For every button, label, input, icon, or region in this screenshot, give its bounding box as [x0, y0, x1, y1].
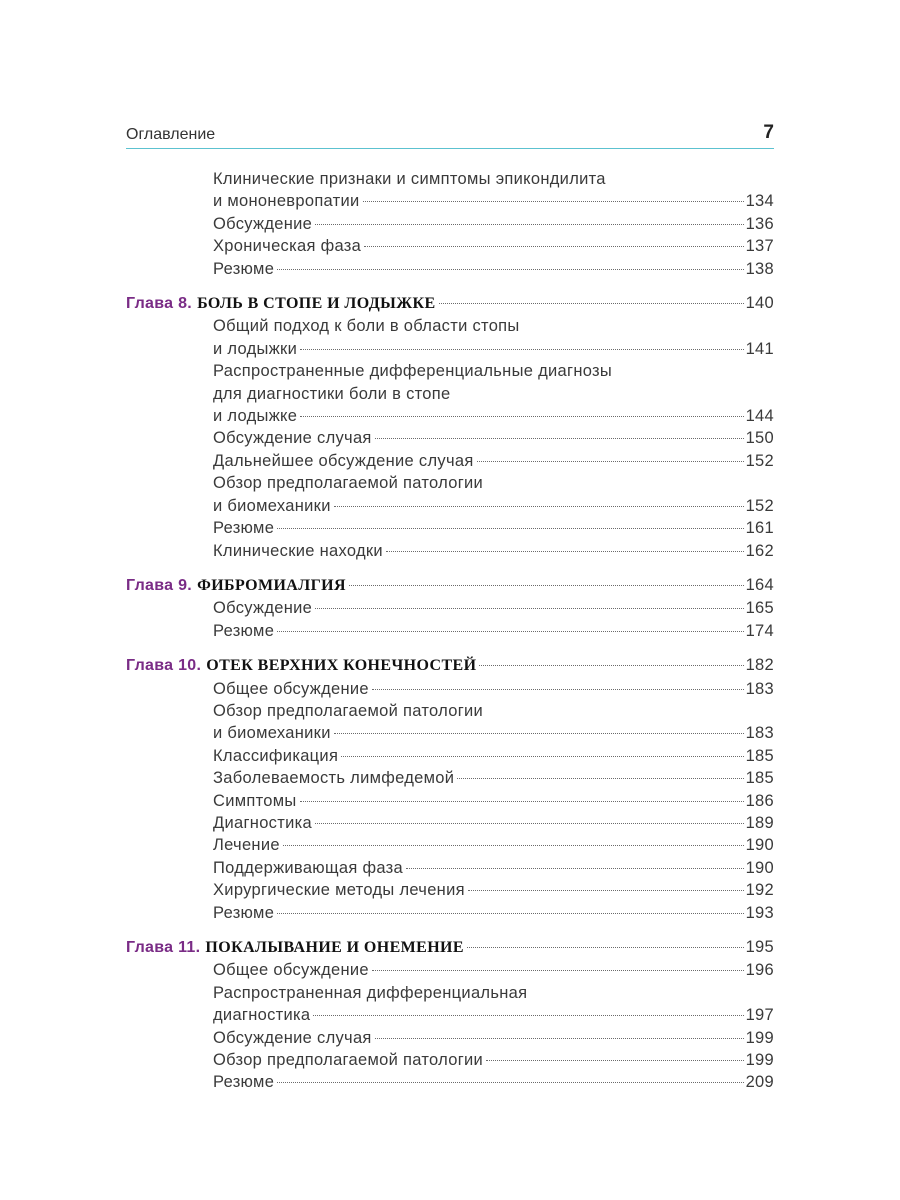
- toc-entry[interactable]: [126, 427, 774, 449]
- page-number: 7: [763, 122, 774, 143]
- entry-leader-row: [126, 879, 774, 901]
- chapter-label: Глава 11.: [126, 939, 201, 956]
- entry-text-line: Общее обсуждение: [213, 679, 369, 698]
- dot-leader: [300, 349, 743, 350]
- dot-leader: [277, 528, 743, 529]
- dot-leader: [349, 585, 744, 586]
- entry-leader-row: [126, 678, 774, 700]
- toc-entry[interactable]: [126, 450, 774, 472]
- toc-entry[interactable]: [126, 315, 774, 360]
- dot-leader: [375, 1038, 744, 1039]
- entry-text-line: Хроническая фаза: [213, 237, 362, 256]
- entry-text-line: и лодыжке: [213, 407, 298, 426]
- chapter-title: ФИБРОМИАЛГИЯ: [197, 576, 346, 594]
- dot-leader: [375, 438, 744, 439]
- chapter-label: Глава 10.: [126, 657, 202, 675]
- toc-entry[interactable]: [126, 1049, 774, 1071]
- entry-leader-row: [126, 213, 774, 235]
- entry-leader-row: [126, 495, 774, 517]
- running-title: Оглавление: [126, 126, 216, 143]
- dot-leader: [457, 778, 743, 779]
- entry-page-number: 134: [745, 192, 774, 211]
- chapter-heading[interactable]: [126, 574, 774, 597]
- toc-entry[interactable]: [126, 678, 774, 700]
- entry-text-line: Обсуждение: [213, 599, 313, 618]
- entry-leader-row: [126, 834, 774, 856]
- entry-text-line: Резюме: [213, 519, 275, 538]
- entry-page-number: 136: [745, 214, 774, 233]
- entry-page-number: 161: [745, 519, 774, 538]
- entry-leader-row: [126, 190, 774, 212]
- toc-entry[interactable]: [126, 700, 774, 745]
- toc-entry[interactable]: [126, 959, 774, 981]
- toc-entry[interactable]: [126, 1027, 774, 1049]
- toc-entry[interactable]: [126, 540, 774, 562]
- entry-leader-row: [126, 902, 774, 924]
- dot-leader: [334, 733, 744, 734]
- entry-leader-row: [126, 338, 774, 360]
- entry-page-number: 152: [745, 496, 774, 515]
- dot-leader: [341, 756, 743, 757]
- toc-entry[interactable]: [126, 258, 774, 280]
- toc-entry[interactable]: [126, 620, 774, 642]
- entry-text-line: диагностика: [213, 1006, 311, 1025]
- entry-text-line: Общий подход к боли в области стопы: [213, 317, 520, 336]
- entry-text-line: Резюме: [213, 259, 275, 278]
- dot-leader: [300, 416, 743, 417]
- toc-entry[interactable]: [126, 597, 774, 619]
- chapter-heading-text: [126, 574, 346, 597]
- toc-entry[interactable]: [126, 235, 774, 257]
- entry-leader-row: [126, 790, 774, 812]
- chapter-heading-text: [126, 936, 464, 959]
- dot-leader: [363, 201, 744, 202]
- entry-page-number: 152: [745, 451, 774, 470]
- toc-entry[interactable]: [126, 834, 774, 856]
- toc-entry[interactable]: [126, 472, 774, 517]
- chapter-page-number: 140: [745, 294, 774, 313]
- table-of-contents: [126, 168, 774, 1106]
- entry-leader-row: [126, 959, 774, 981]
- toc-entry[interactable]: [126, 168, 774, 213]
- chapter-title: ОТЕК ВЕРХНИХ КОНЕЧНОСТЕЙ: [206, 657, 477, 675]
- entry-leader-row: [126, 517, 774, 539]
- toc-group: [126, 936, 774, 1094]
- entry-text-line: Резюме: [213, 621, 275, 640]
- toc-group: [126, 168, 774, 280]
- dot-leader: [300, 801, 744, 802]
- entry-text-line: Распространенные дифференциальные диагнозы: [213, 362, 613, 381]
- entry-leader-row: [126, 1027, 774, 1049]
- entry-leader-row: [126, 235, 774, 257]
- toc-entry[interactable]: [126, 745, 774, 767]
- entry-leader-row: [126, 450, 774, 472]
- entry-page-number: 185: [745, 746, 774, 765]
- entry-leader-row: [126, 1071, 774, 1093]
- chapter-heading[interactable]: [126, 292, 774, 315]
- chapter-page-number: 164: [745, 575, 774, 594]
- chapter-heading[interactable]: [126, 654, 774, 677]
- entry-page-number: 183: [745, 679, 774, 698]
- entry-page-number: 189: [745, 813, 774, 832]
- chapter-label: Глава 8.: [126, 295, 193, 313]
- toc-entry[interactable]: [126, 902, 774, 924]
- dot-leader: [386, 551, 744, 552]
- chapter-heading-text: [126, 654, 476, 677]
- entry-text-line: Обсуждение случая: [213, 429, 372, 448]
- dot-leader: [277, 269, 743, 270]
- dot-leader: [277, 631, 743, 632]
- chapter-title: ПОКАЛЫВАНИЕ И ОНЕМЕНИЕ: [205, 939, 464, 956]
- entry-text-line: Симптомы: [213, 791, 297, 810]
- entry-page-number: 141: [745, 339, 774, 358]
- dot-leader: [277, 1082, 743, 1083]
- toc-group: [126, 292, 774, 562]
- entry-text-line: Хирургические методы лечения: [213, 881, 465, 900]
- entry-page-number: 137: [745, 237, 774, 256]
- entry-text-line: Обзор предполагаемой патологии: [213, 701, 484, 720]
- entry-page-number: 192: [745, 881, 774, 900]
- toc-entry[interactable]: [126, 879, 774, 901]
- entry-text-line: Дальнейшее обсуждение случая: [213, 451, 474, 470]
- entry-text-line: Заболеваемость лимфедемой: [213, 769, 455, 788]
- dot-leader: [283, 845, 744, 846]
- entry-leader-row: [126, 767, 774, 789]
- entry-page-number: 138: [745, 259, 774, 278]
- dot-leader: [315, 608, 743, 609]
- dot-leader: [334, 506, 744, 507]
- toc-entry[interactable]: [126, 517, 774, 539]
- entry-page-number: 144: [745, 407, 774, 426]
- chapter-page-number: 182: [745, 656, 774, 675]
- entry-leader-row: [126, 812, 774, 834]
- chapter-title: БОЛЬ В СТОПЕ И ЛОДЫЖКЕ: [197, 295, 436, 313]
- dot-leader: [315, 823, 744, 824]
- entry-text-line: и биомеханики: [213, 724, 331, 743]
- toc-entry[interactable]: [126, 1071, 774, 1093]
- entry-page-number: 162: [745, 541, 774, 560]
- entry-text-line: и лодыжки: [213, 339, 298, 358]
- entry-page-number: 190: [745, 836, 774, 855]
- entry-page-number: 209: [745, 1073, 774, 1092]
- entry-text-line: для диагностики боли в стопе: [213, 384, 451, 403]
- entry-leader-row: [126, 258, 774, 280]
- entry-page-number: 174: [745, 621, 774, 640]
- toc-entry[interactable]: [126, 790, 774, 812]
- dot-leader: [313, 1015, 743, 1016]
- entry-leader-row: [126, 722, 774, 744]
- dot-leader: [277, 913, 743, 914]
- entry-text-line: Клинические находки: [213, 541, 383, 560]
- entry-leader-row: [126, 857, 774, 879]
- entry-text-line: Обсуждение случая: [213, 1028, 372, 1047]
- dot-leader: [468, 890, 744, 891]
- entry-page-number: 190: [745, 858, 774, 877]
- entry-text-line: Обсуждение: [213, 214, 313, 233]
- entry-text-line: Лечение: [213, 836, 280, 855]
- dot-leader: [372, 689, 744, 690]
- toc-entry[interactable]: [126, 360, 774, 427]
- entry-leader-row: [126, 1049, 774, 1071]
- entry-page-number: 199: [745, 1028, 774, 1047]
- toc-group: [126, 574, 774, 642]
- toc-entry[interactable]: [126, 982, 774, 1027]
- entry-text-line: Резюме: [213, 1073, 275, 1092]
- dot-leader: [315, 224, 743, 225]
- entry-leader-row: [126, 1004, 774, 1026]
- entry-text-line: Поддерживающая фаза: [213, 858, 403, 877]
- dot-leader: [364, 246, 743, 247]
- entry-text-line: и биомеханики: [213, 496, 331, 515]
- entry-page-number: 150: [745, 429, 774, 448]
- entry-page-number: 197: [745, 1006, 774, 1025]
- entry-leader-row: [126, 427, 774, 449]
- toc-entry[interactable]: [126, 812, 774, 834]
- chapter-page-number: 195: [745, 938, 774, 956]
- entry-leader-row: [126, 745, 774, 767]
- toc-entry[interactable]: [126, 767, 774, 789]
- entry-page-number: 196: [745, 961, 774, 980]
- dot-leader: [439, 303, 744, 304]
- entry-page-number: 199: [745, 1051, 774, 1070]
- dot-leader: [372, 970, 744, 971]
- toc-entry[interactable]: [126, 213, 774, 235]
- entry-text-line: Обзор предполагаемой патологии: [213, 1051, 484, 1070]
- entry-text-line: Клинические признаки и симптомы эпикондилита: [213, 170, 606, 188]
- entry-text-line: Общее обсуждение: [213, 961, 369, 980]
- entry-text-line: Распространенная дифференциальная: [213, 983, 528, 1002]
- entry-leader-row: [126, 540, 774, 562]
- page-header: [126, 116, 774, 149]
- entry-text-line: и мононевропатии: [213, 192, 360, 211]
- entry-text-line: Обзор предполагаемой патологии: [213, 474, 484, 493]
- dot-leader: [406, 868, 744, 869]
- dot-leader: [467, 947, 744, 948]
- entry-leader-row: [126, 620, 774, 642]
- entry-text-line: Резюме: [213, 903, 275, 922]
- dot-leader: [479, 665, 743, 666]
- toc-group: [126, 654, 774, 924]
- entry-page-number: 185: [745, 769, 774, 788]
- chapter-heading-text: [126, 292, 436, 315]
- toc-entry[interactable]: [126, 857, 774, 879]
- entry-leader-row: [126, 405, 774, 427]
- entry-page-number: 193: [745, 903, 774, 922]
- dot-leader: [486, 1060, 744, 1061]
- chapter-label: Глава 9.: [126, 576, 193, 594]
- entry-page-number: 183: [745, 724, 774, 743]
- entry-leader-row: [126, 597, 774, 619]
- entry-text-line: Классификация: [213, 746, 339, 765]
- entry-page-number: 186: [745, 791, 774, 810]
- entry-text-line: Диагностика: [213, 813, 312, 832]
- entry-page-number: 165: [745, 599, 774, 618]
- chapter-heading[interactable]: [126, 936, 774, 959]
- dot-leader: [477, 461, 744, 462]
